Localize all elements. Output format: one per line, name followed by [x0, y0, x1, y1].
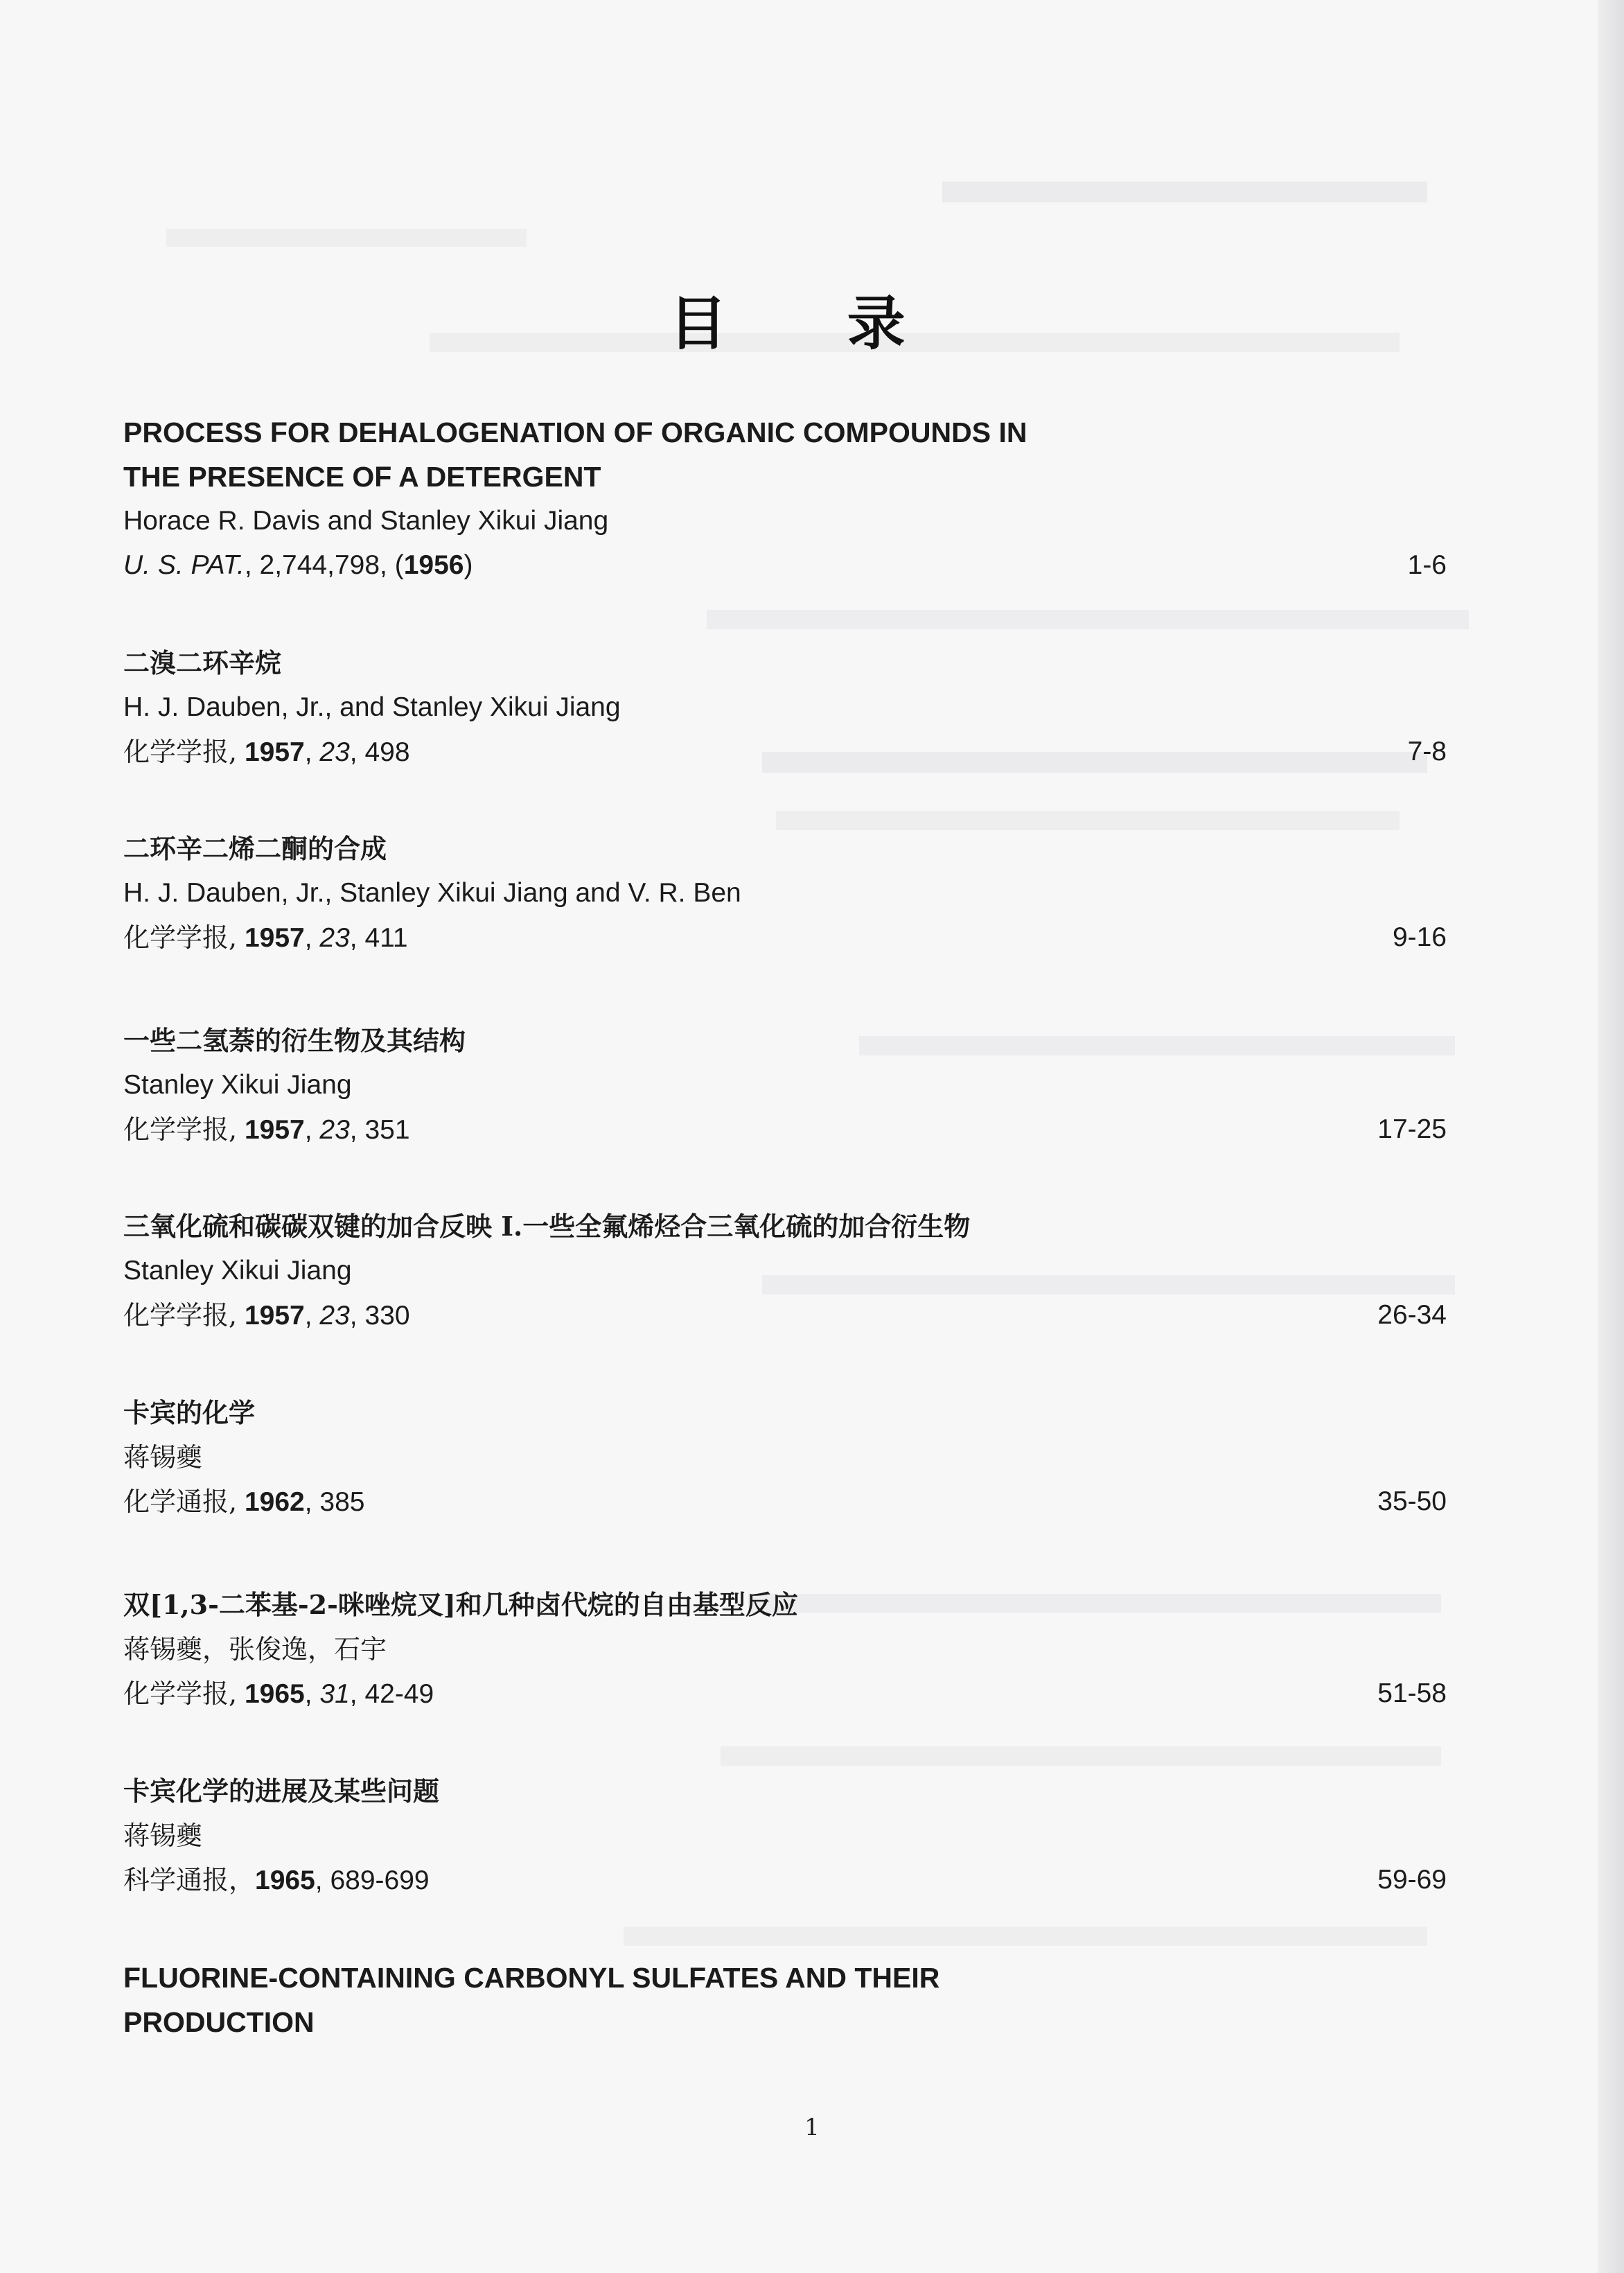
- entry-citation: 科学通报，1965, 689-699 59-69: [123, 1858, 1447, 1902]
- citation-ref: 689-699: [330, 1866, 430, 1895]
- entry-pages: 1-6: [1407, 550, 1447, 580]
- citation-year: 1965: [244, 1679, 305, 1709]
- entry-title-line: 双[1,3-二苯基-2-咪唑烷叉]和几种卤代烷的自由基型反应: [123, 1589, 798, 1620]
- citation-volume: 23: [319, 1301, 350, 1331]
- entry-authors: H. J. Dauben, Jr., and Stanley Xikui Jiang: [123, 692, 621, 722]
- entry-authors: 蒋锡夔: [123, 1820, 203, 1851]
- entry-title-line: 二溴二环辛烷: [123, 647, 282, 678]
- entry-title-line: PROCESS FOR DEHALOGENATION OF ORGANIC COMPOUNDS IN: [123, 416, 1027, 448]
- citation-year: 1957: [244, 1115, 305, 1145]
- entry-title-line: FLUORINE-CONTAINING CARBONYL SULFATES AND THEIR: [123, 1962, 940, 1994]
- entry-title-line: 三氧化硫和碳碳双键的加合反映 Ⅰ.一些全氟烯烃合三氧化硫的加合衍生物: [123, 1211, 971, 1242]
- entry-pages: 9-16: [1392, 922, 1447, 952]
- entry-pages: 7-8: [1407, 737, 1447, 766]
- toc-entry: [123, 1956, 1447, 2044]
- citation-year: 1965: [255, 1866, 315, 1895]
- entry-title-line: 卡宾化学的进展及某些问题: [123, 1775, 440, 1807]
- entry-citation: 化学学报, 1957, 23, 498 7-8: [123, 730, 1447, 774]
- toc-entry: [123, 1019, 1447, 1152]
- citation-year: 1957: [244, 1301, 305, 1331]
- entry-authors: 蒋锡夔，张俊逸，石宇: [123, 1634, 387, 1665]
- entry-citation: 化学学报, 1957, 23, 351 17-25: [123, 1107, 1447, 1152]
- entry-pages: 17-25: [1377, 1114, 1447, 1144]
- citation-volume: 23: [319, 737, 350, 767]
- citation-journal: 化学通报,: [123, 1486, 238, 1517]
- citation-journal: 化学学报,: [123, 1114, 238, 1145]
- toc-entry: [123, 410, 1447, 588]
- entry-title-line: PRODUCTION: [123, 2006, 315, 2038]
- entry-authors: Stanley Xikui Jiang: [123, 1256, 352, 1285]
- citation-ref: 330: [364, 1301, 410, 1331]
- citation-journal: 化学学报,: [123, 1678, 238, 1709]
- citation-ref: 351: [364, 1115, 410, 1145]
- entry-title-line: 卡宾的化学: [123, 1397, 256, 1428]
- citation-journal: 化学学报,: [123, 1300, 238, 1331]
- entry-citation: 化学学报, 1965, 31, 42-49 51-58: [123, 1671, 1447, 1716]
- citation-journal: 科学通报，: [123, 1865, 256, 1895]
- entry-citation: U. S. PAT., 2,744,798, (1956) 1-6: [123, 543, 1447, 588]
- toc-entry: [123, 1204, 1447, 1337]
- entry-authors: Horace R. Davis and Stanley Xikui Jiang: [123, 506, 609, 536]
- toc-entry: [123, 1769, 1447, 1902]
- citation-year: 1956: [403, 550, 464, 580]
- entry-authors: Stanley Xikui Jiang: [123, 1070, 352, 1100]
- page-number: 1: [804, 2114, 820, 2141]
- entry-citation: 化学学报, 1957, 23, 411 9-16: [123, 915, 1447, 960]
- citation-ref: 385: [319, 1487, 365, 1517]
- citation-year: 1962: [244, 1487, 305, 1517]
- toc-entry: [123, 1391, 1447, 1524]
- toc-entry: [123, 641, 1447, 774]
- toc-entry: [123, 827, 1447, 960]
- citation-ref: 498: [364, 737, 410, 767]
- entry-authors: H. J. Dauben, Jr., Stanley Xikui Jiang and V. R. Ben: [123, 878, 741, 908]
- citation-year: 1957: [244, 737, 305, 767]
- entry-pages: 59-69: [1377, 1865, 1447, 1895]
- entry-pages: 35-50: [1377, 1486, 1447, 1516]
- citation-journal: 化学学报,: [123, 737, 238, 767]
- citation-ref: 42-49: [364, 1679, 434, 1709]
- entry-citation: 化学通报, 1962, 385 35-50: [123, 1480, 1447, 1524]
- citation-journal: 化学学报,: [123, 922, 238, 953]
- entry-authors: 蒋锡夔: [123, 1442, 203, 1473]
- citation-ref: 2,744,798,: [259, 550, 387, 580]
- citation-year: 1957: [244, 923, 305, 953]
- entry-title-line: THE PRESENCE OF A DETERGENT: [123, 461, 601, 493]
- entry-citation: 化学学报, 1957, 23, 330 26-34: [123, 1293, 1447, 1337]
- citation-volume: 31: [319, 1679, 350, 1709]
- entry-title-line: 一些二氢萘的衍生物及其结构: [123, 1025, 466, 1056]
- toc-entry: [123, 1583, 1447, 1716]
- entry-pages: 51-58: [1377, 1678, 1447, 1708]
- citation-volume: 23: [319, 1115, 350, 1145]
- citation-volume: 23: [319, 923, 350, 953]
- entry-title-line: 二环辛二烯二酮的合成: [123, 833, 387, 864]
- page-title: 目 录: [669, 289, 955, 358]
- citation-journal: U. S. PAT.: [123, 550, 245, 580]
- entry-pages: 26-34: [1377, 1300, 1447, 1330]
- citation-ref: 411: [364, 923, 408, 953]
